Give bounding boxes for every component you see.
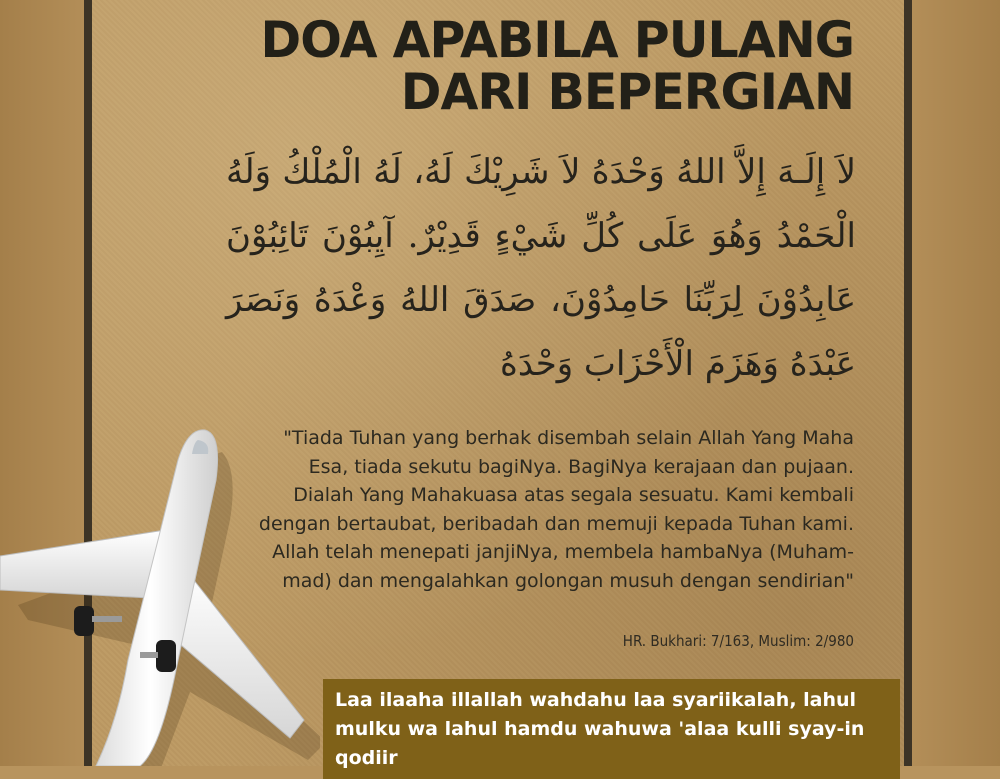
right-margin-panel <box>912 0 1000 766</box>
poster-title: DOA APABILA PULANG DARI BEPERGIAN <box>260 11 855 121</box>
right-frame-line <box>904 0 912 766</box>
arabic-prayer-text: لاَ إِلَـهَ إِلاَّ اللهُ وَحْدَهُ لاَ شَرِيْكَ لَهُ، لَهُ الْمُلْكُ وَلَهُ الْحَمْدُ وَهُوَ عَلَى كُلِّ شَيْءٍ قَدِيْرٌ. آيِبُوْنَ تَائِبُوْنَ عَابِدُوْنَ لِرَبِّنَا حَامِدُوْنَ، صَدَقَ اللهُ وَعْدَهُ وَنَصَرَ عَبْدَهُ وَهَزَمَ الْأَحْزَابَ وَحْدَهُ <box>226 152 856 384</box>
airplane-icon <box>0 420 320 766</box>
transliteration-caption-box <box>323 679 900 779</box>
transliteration-text: Laa ilaaha illallah wahdahu laa syariikalah, lahul mulku wa lahul hamdu wahuwa 'alaa kulli syay-in qodiir <box>335 689 865 769</box>
hadith-source: HR. Bukhari: 7/163, Muslim: 2/980 <box>622 632 854 650</box>
translation-text: "Tiada Tuhan yang berhak disembah selain Allah Yang Maha Esa, tiada sekutu bagiNya. BagiNya kerajaan dan pujaan. Dialah Yang Mahakuasa atas segala sesuatu. Kami kembali dengan bertaubat, beribadah dan memuji kepada Tuhan kami. Allah telah menepati janjiNya, membela hambaNya (Muham-mad) dan mengalahkan golongan musuh dengan sendirian" <box>258 427 854 592</box>
